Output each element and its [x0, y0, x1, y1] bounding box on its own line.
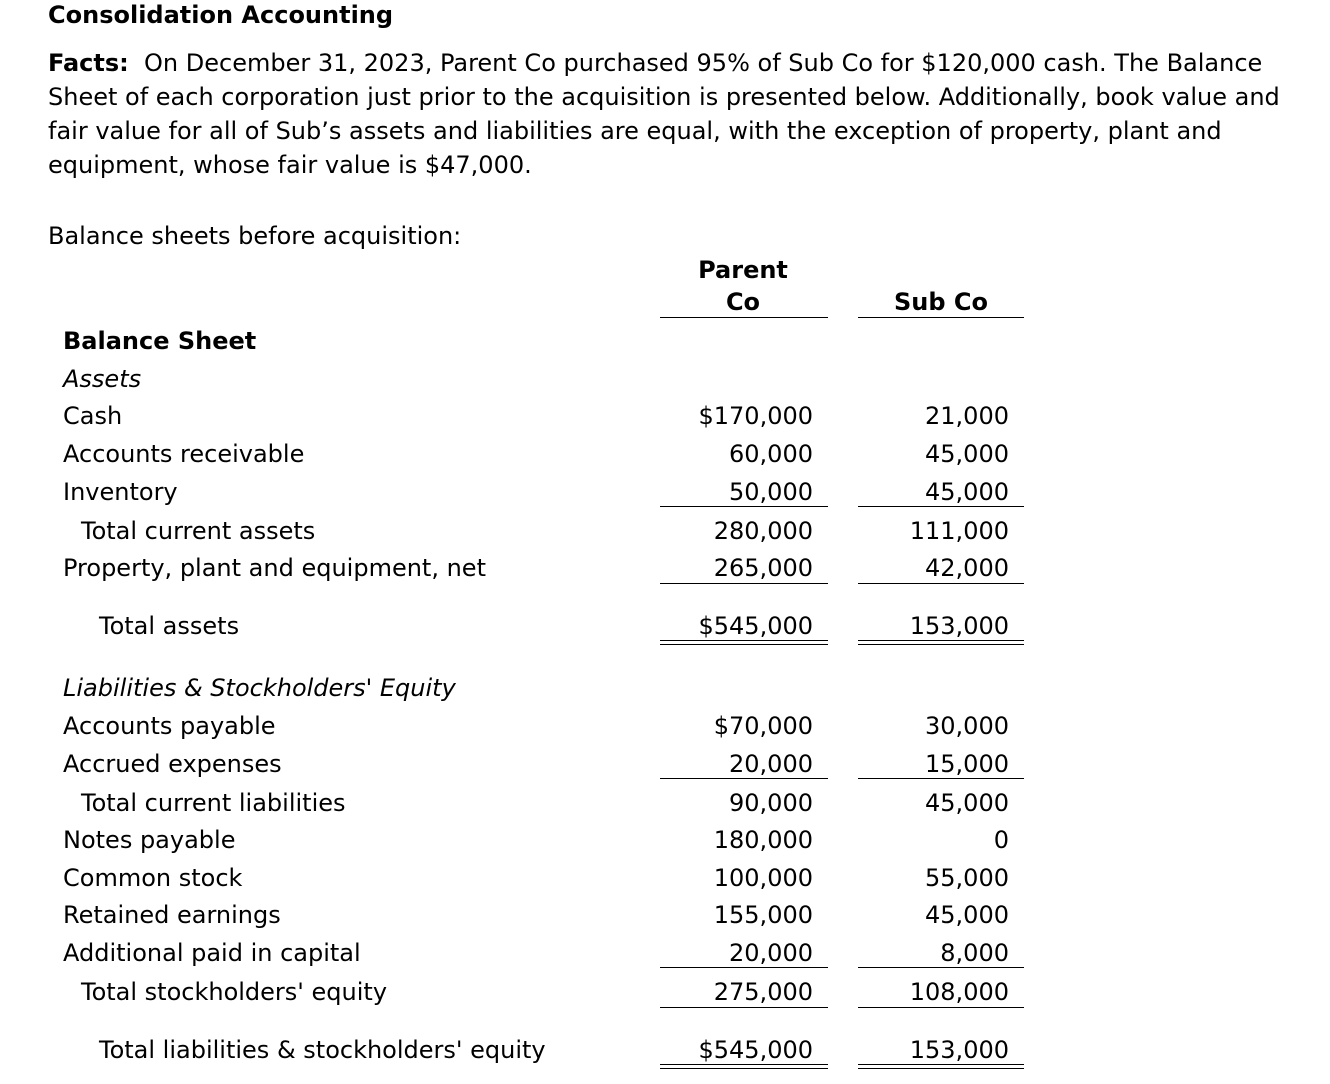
sub-value: 111,000	[909, 517, 1009, 545]
parent-value: $545,000	[698, 1036, 813, 1064]
row-label: Inventory	[63, 478, 178, 506]
subtotal-line-parent	[660, 506, 828, 507]
row-label: Total assets	[99, 612, 240, 640]
sub-value: 45,000	[925, 901, 1009, 929]
parent-value: 275,000	[713, 978, 813, 1006]
subtotal-line-parent	[660, 778, 828, 779]
sub-value: 15,000	[925, 750, 1009, 778]
header-underline-sub	[858, 317, 1024, 318]
subtotal-line-sub	[858, 583, 1024, 584]
sub-value: 45,000	[925, 440, 1009, 468]
sub-value: 42,000	[925, 554, 1009, 582]
row-label: Accrued expenses	[63, 750, 282, 778]
facts-lead: Facts:	[48, 49, 129, 77]
assets-heading: Assets	[63, 365, 142, 393]
subtotal-line-parent	[660, 1007, 828, 1008]
parent-value: 50,000	[729, 478, 813, 506]
row-label: Common stock	[63, 864, 243, 892]
subtotal-line-sub	[858, 506, 1024, 507]
parent-value: 180,000	[713, 826, 813, 854]
sub-value: 8,000	[940, 939, 1009, 967]
parent-value: $70,000	[713, 712, 813, 740]
subtotal-line-sub	[858, 967, 1024, 968]
row-label: Retained earnings	[63, 901, 281, 929]
column-header-parent	[660, 254, 826, 318]
page-title: Consolidation Accounting	[48, 1, 394, 29]
sub-value: 153,000	[909, 612, 1009, 640]
sub-value: 108,000	[909, 978, 1009, 1006]
row-label: Total liabilities & stockholders' equity	[99, 1036, 546, 1064]
subtotal-line-sub	[858, 1007, 1024, 1008]
sub-value: 30,000	[925, 712, 1009, 740]
sub-value: 45,000	[925, 789, 1009, 817]
parent-value: 90,000	[729, 789, 813, 817]
parent-value: $170,000	[698, 402, 813, 430]
row-label: Total current assets	[81, 517, 316, 545]
sub-value: 55,000	[925, 864, 1009, 892]
section-subtitle: Balance sheets before acquisition:	[48, 222, 462, 250]
balance-sheet-heading: Balance Sheet	[63, 327, 257, 355]
parent-value: $545,000	[698, 612, 813, 640]
total-double-line-sub	[858, 640, 1024, 645]
row-label: Cash	[63, 402, 123, 430]
row-label: Notes payable	[63, 826, 236, 854]
row-label: Total current liabilities	[81, 789, 346, 817]
parent-value: 20,000	[729, 750, 813, 778]
liabilities-equity-heading: Liabilities & Stockholders' Equity	[63, 674, 456, 702]
total-double-line-sub	[858, 1064, 1024, 1069]
row-label: Total stockholders' equity	[81, 978, 388, 1006]
row-label: Additional paid in capital	[63, 939, 361, 967]
total-double-line-parent	[660, 640, 828, 645]
parent-value: 280,000	[713, 517, 813, 545]
column-header-parent-line1: Parent	[698, 256, 788, 284]
parent-value: 100,000	[713, 864, 813, 892]
sub-value: 21,000	[925, 402, 1009, 430]
header-underline-parent	[660, 317, 828, 318]
parent-value: 60,000	[729, 440, 813, 468]
row-label: Accounts receivable	[63, 440, 305, 468]
parent-value: 265,000	[713, 554, 813, 582]
row-label: Property, plant and equipment, net	[63, 554, 486, 582]
sub-value: 45,000	[925, 478, 1009, 506]
subtotal-line-sub	[858, 778, 1024, 779]
sub-value: 0	[993, 826, 1009, 854]
facts-paragraph	[48, 46, 1308, 182]
subtotal-line-parent	[660, 583, 828, 584]
column-header-sub: Sub Co	[893, 288, 988, 316]
subtotal-line-parent	[660, 967, 828, 968]
sub-value: 153,000	[909, 1036, 1009, 1064]
row-label: Accounts payable	[63, 712, 276, 740]
facts-text: On December 31, 2023, Parent Co purchased 95% of Sub Co for $120,000 cash. The Balance Sheet of each corporation just prior to the acquisition is presented below. Additionally, book value and fair value for all of Sub’s assets and liabilities are equal, with the exception of property, plant and equipment, whose fair value is $47,000.	[48, 49, 1280, 179]
parent-value: 155,000	[713, 901, 813, 929]
parent-value: 20,000	[729, 939, 813, 967]
total-double-line-parent	[660, 1064, 828, 1069]
column-header-parent-line2: Co	[725, 288, 761, 316]
